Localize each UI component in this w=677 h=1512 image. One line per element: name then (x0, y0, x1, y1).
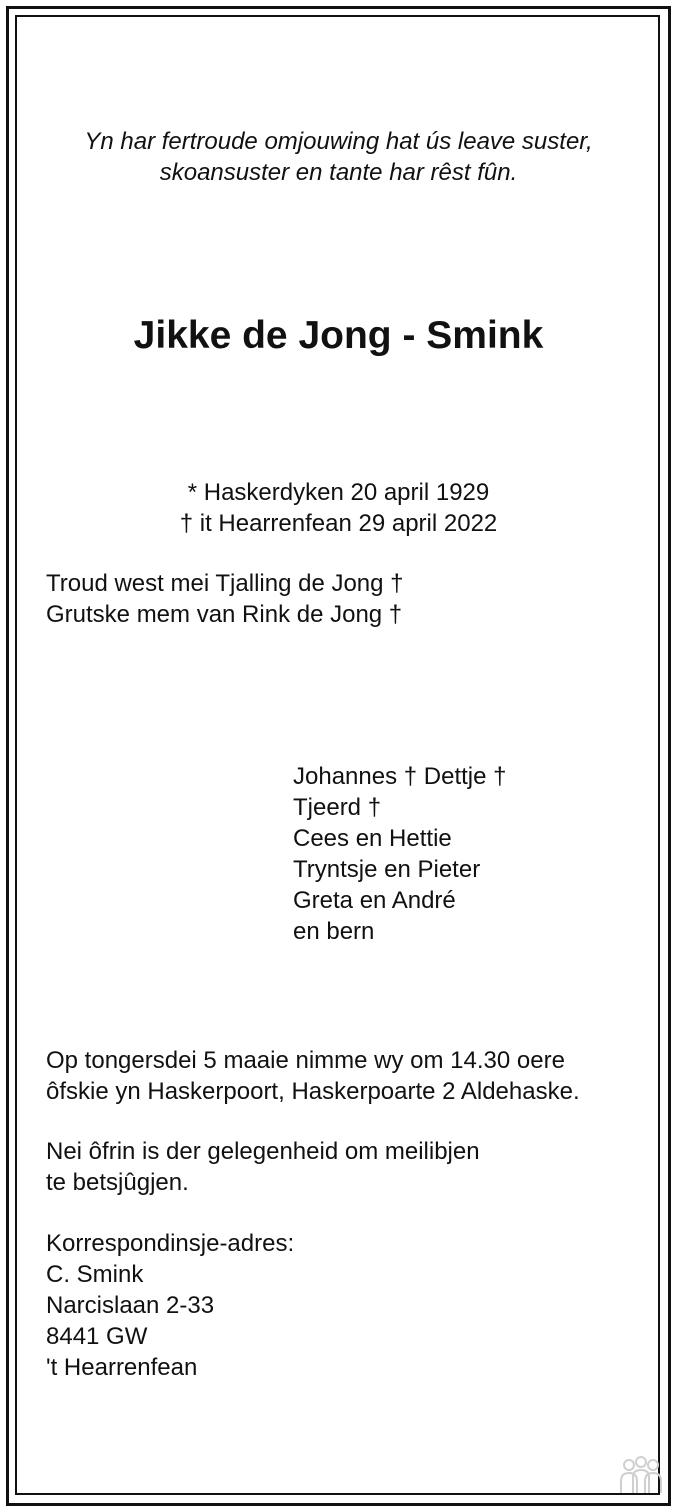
child-line: Grutske mem van Rink de Jong † (46, 601, 403, 628)
deceased-name: Jikke de Jong - Smink (133, 314, 544, 357)
condolence-line-1: Nei ôfrin is der gelegenheid om meilibjen (46, 1138, 480, 1165)
farewell-info (46, 1045, 580, 1107)
family-line: Tryntsje en Pieter (293, 856, 481, 883)
family-line: Greta en André (293, 887, 456, 914)
spouse-line: Troud west mei Tjalling de Jong † (46, 570, 404, 597)
life-dates (0, 477, 677, 539)
relations-block (46, 568, 404, 630)
address-street: Narcislaan 2-33 (46, 1292, 215, 1319)
address-heading: Korrespondinsje-adres: (46, 1230, 295, 1257)
address-postal-code: 8441 GW (46, 1323, 148, 1350)
people-group-icon (617, 1455, 665, 1495)
condolence-info (46, 1136, 480, 1198)
farewell-line-1: Op tongersdei 5 maaie nimme wy om 14.30 oere (46, 1047, 565, 1074)
intro-text (0, 126, 677, 188)
farewell-line-2: ôfskie yn Haskerpoort, Haskerpoarte 2 Aldehaske. (46, 1078, 580, 1105)
intro-line-2: skoansuster en tante har rêst fûn. (159, 159, 518, 186)
family-line: Johannes † Dettje † (293, 763, 507, 790)
address-name: C. Smink (46, 1261, 144, 1288)
death-line: † it Hearrenfean 29 april 2022 (179, 510, 498, 537)
intro-line-1: Yn har fertroude omjouwing hat ús leave suster, (84, 128, 593, 155)
family-list (293, 761, 506, 947)
family-line: Tjeerd † (293, 794, 382, 821)
family-line: en bern (293, 918, 375, 945)
condolence-line-2: te betsjûgjen. (46, 1169, 189, 1196)
family-line: Cees en Hettie (293, 825, 452, 852)
correspondence-address (46, 1228, 294, 1383)
birth-line: * Haskerdyken 20 april 1929 (187, 479, 490, 506)
address-city: 't Hearrenfean (46, 1354, 198, 1381)
